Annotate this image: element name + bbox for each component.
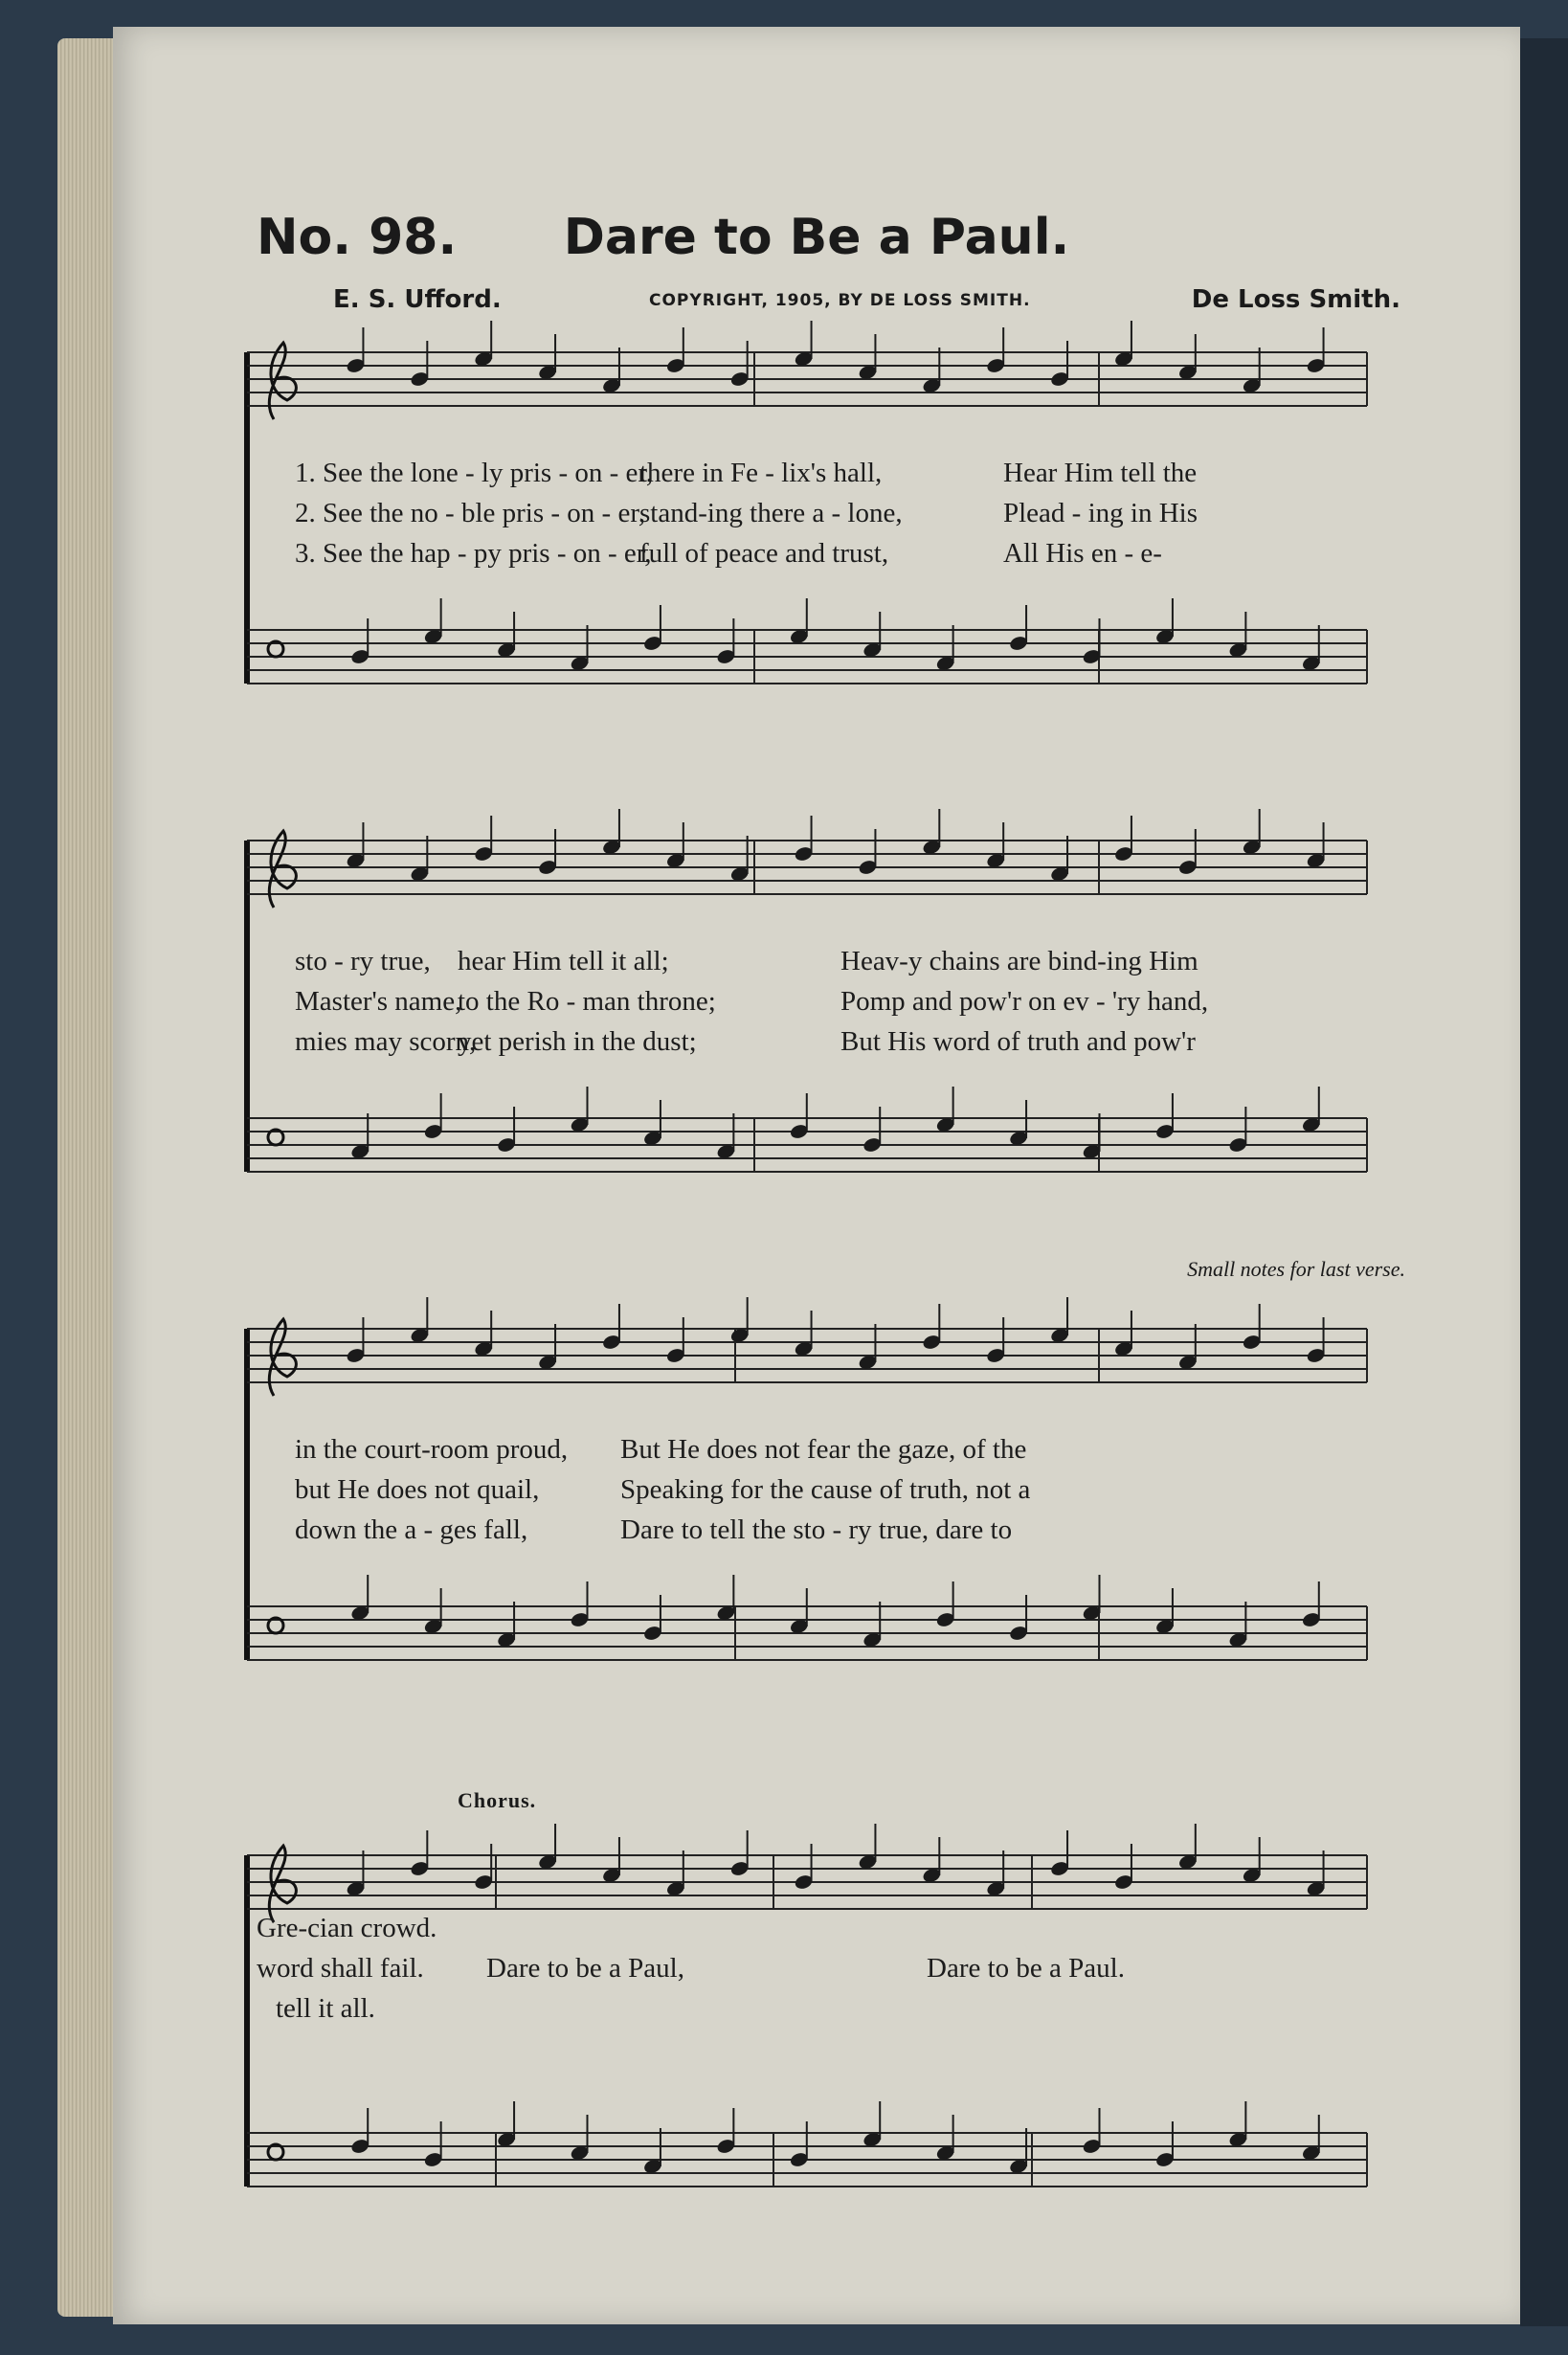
lyric-segment: Hear Him tell the — [1003, 458, 1198, 488]
staff-notation-system-3 — [237, 1290, 1405, 1731]
composer: De Loss Smith. — [1191, 285, 1400, 314]
lyric-segment: there in Fe - lix's hall, — [639, 458, 883, 488]
lyric-segment: All His en - e- — [1003, 538, 1162, 569]
lyric-segment: 1. See the lone - ly pris - on - er, — [295, 458, 654, 488]
lyric-segment: Pomp and pow'r on ev - 'ry hand, — [840, 986, 1209, 1017]
lyric-segment: yet perish in the dust; — [458, 1026, 697, 1057]
copyright-notice: COPYRIGHT, 1905, BY DE LOSS SMITH. — [649, 291, 1031, 310]
next-page-edge — [1520, 38, 1568, 2326]
lyric-segment: 2. See the no - ble pris - on - er, — [295, 498, 646, 528]
hymn-number: No. 98. — [257, 209, 458, 266]
lyric-segment: sto - ry true, — [295, 946, 431, 976]
lyric-segment: Gre-cian crowd. — [257, 1913, 437, 1943]
music-system-2 — [237, 802, 1405, 1281]
treble-clef-icon — [269, 1846, 296, 1922]
lyric-segment: word shall fail. — [257, 1953, 424, 1984]
music-system-1 — [237, 314, 1405, 764]
hymnal-page — [113, 27, 1520, 2324]
lyric-segment: Plead - ing in His — [1003, 498, 1198, 528]
music-system-3 — [237, 1290, 1405, 1731]
lyric-segment: Dare to be a Paul, — [486, 1953, 684, 1984]
lyric-segment: hear Him tell it all; — [458, 946, 669, 976]
bass-staff — [247, 630, 1367, 684]
treble-clef-icon — [269, 1319, 296, 1396]
lyric-segment: Speaking for the cause of truth, not a — [620, 1474, 1031, 1505]
chorus-label: Chorus. — [458, 1788, 537, 1812]
lyric-segment: But His word of truth and pow'r — [840, 1026, 1196, 1057]
small-notes-label: Small notes for last verse. — [1187, 1257, 1405, 1281]
hymn-header — [113, 199, 1520, 285]
treble-clef-icon — [269, 343, 296, 419]
lyric-segment: Heav-y chains are bind-ing Him — [840, 946, 1198, 976]
lyric-segment: Master's name, — [295, 986, 462, 1017]
lyric-segment: tell it all. — [276, 1993, 375, 2024]
lyric-segment: stand-ing there a - lone, — [639, 498, 903, 528]
lyric-segment: full of peace and trust, — [639, 538, 889, 569]
lyric-segment: 3. See the hap - py pris - on - er, — [295, 538, 652, 569]
lyric-segment: down the a - ges fall, — [295, 1514, 528, 1545]
lyric-segment: to the Ro - man throne; — [458, 986, 716, 1017]
lyricist: E. S. Ufford. — [333, 285, 502, 314]
lyric-segment: but He does not quail, — [295, 1474, 540, 1505]
lyric-segment: in the court-room proud, — [295, 1434, 569, 1465]
lyric-segment: Dare to be a Paul. — [927, 1953, 1125, 1984]
treble-clef-icon — [269, 831, 296, 908]
lyric-segment: Dare to tell the sto - ry true, dare to — [620, 1514, 1013, 1545]
music-system-4 — [237, 1788, 1405, 2238]
lyric-segment: mies may scorn, — [295, 1026, 477, 1057]
staff-notation-system-4 — [237, 1817, 1405, 2267]
hymn-title: Dare to Be a Paul. — [563, 209, 1070, 266]
lyric-segment: But He does not fear the gaze, of the — [620, 1434, 1027, 1465]
